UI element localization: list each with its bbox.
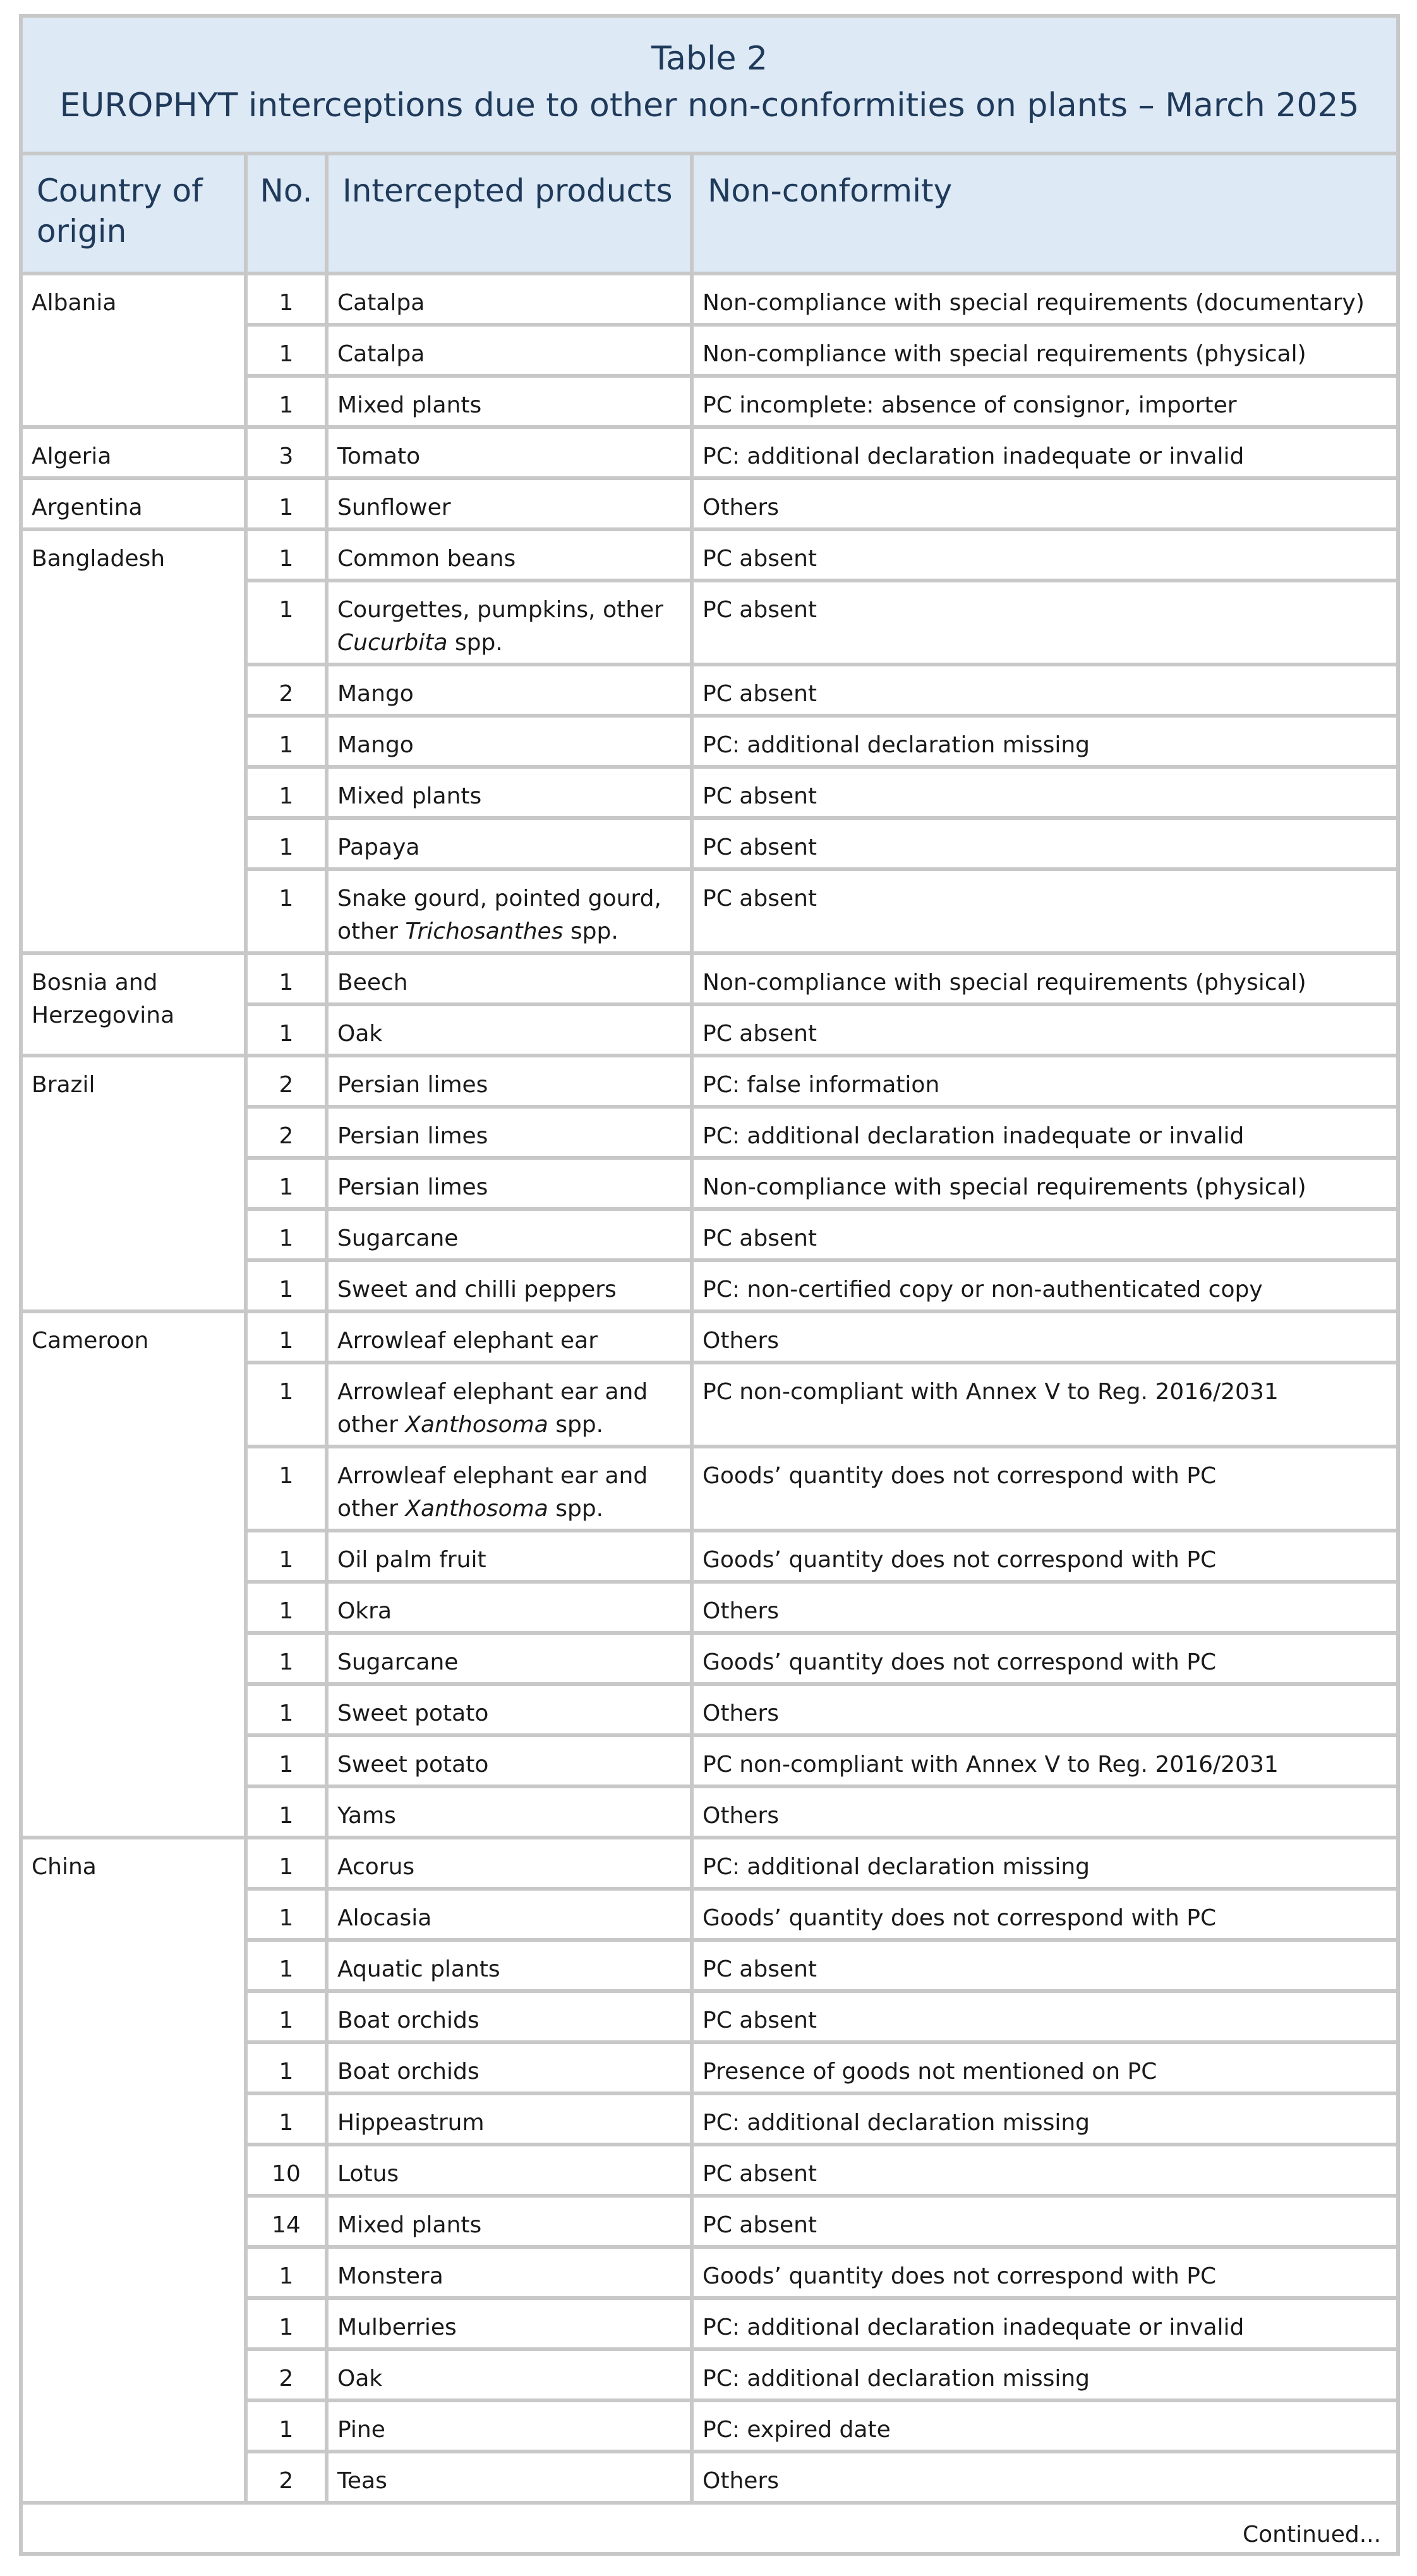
product-cell [327,1363,692,1447]
count-cell: 14 [246,2196,327,2247]
nonconformity-cell: PC absent [692,2145,1398,2196]
count-cell: 1 [246,1633,327,1684]
nonconformity-cell: Others [692,1786,1398,1838]
count-cell: 1 [246,1735,327,1786]
product-cell: Okra [327,1582,692,1633]
nonconformity-cell: PC: additional declaration missing [692,1838,1398,1889]
document-page [19,14,1396,2556]
interceptions-table [19,14,1400,2556]
product-cell: Common beans [327,529,692,581]
table-row [21,529,1398,581]
count-cell: 1 [246,1940,327,1991]
product-cell: Persian limes [327,1158,692,1209]
table-row [21,274,1398,325]
header-number: No. [246,153,327,274]
count-cell: 1 [246,478,327,529]
product-cell: Sugarcane [327,1209,692,1260]
product-cell [327,581,692,665]
product-suffix: spp. [548,1496,604,1522]
count-cell: 1 [246,716,327,767]
product-cell: Tomato [327,427,692,478]
product-cell: Arrowleaf elephant ear [327,1311,692,1363]
count-cell: 1 [246,818,327,869]
count-cell: 1 [246,325,327,376]
product-cell: Pine [327,2400,692,2452]
nonconformity-cell: PC: additional declaration missing [692,2349,1398,2400]
nonconformity-cell: PC: additional declaration missing [692,2093,1398,2145]
nonconformity-cell: Others [692,478,1398,529]
count-cell: 1 [246,2042,327,2093]
count-cell: 1 [246,953,327,1004]
product-cell: Aquatic plants [327,1940,692,1991]
country-cell: Cameroon [21,1311,246,1838]
product-cell: Mulberries [327,2298,692,2349]
product-cell: Mango [327,665,692,716]
product-cell: Hippeastrum [327,2093,692,2145]
product-cell [327,869,692,953]
nonconformity-cell: Others [692,1684,1398,1735]
product-cell: Mixed plants [327,2196,692,2247]
nonconformity-cell: PC absent [692,581,1398,665]
product-cell: Persian limes [327,1056,692,1107]
count-cell: 1 [246,1684,327,1735]
product-suffix: spp. [563,918,618,944]
count-cell: 1 [246,1889,327,1940]
nonconformity-cell: PC absent [692,665,1398,716]
product-cell [327,1447,692,1531]
nonconformity-cell: PC: additional declaration inadequate or invalid [692,2298,1398,2349]
nonconformity-cell: Presence of goods not mentioned on PC [692,2042,1398,2093]
table-title-line2: EUROPHYT interceptions due to other non-conformities on plants – March 2025 [59,87,1360,124]
product-text: Arrowleaf elephant ear and other [337,1463,648,1522]
product-cell: Beech [327,953,692,1004]
nonconformity-cell: PC: non-certified copy or non-authenticated copy [692,1260,1398,1311]
nonconformity-cell: Goods’ quantity does not correspond with PC [692,1447,1398,1531]
product-cell: Lotus [327,2145,692,2196]
product-text: Courgettes, pumpkins, other [337,597,663,623]
table-row [21,1056,1398,1107]
table-row [21,1838,1398,1889]
table-row [21,953,1398,1004]
nonconformity-cell: PC absent [692,869,1398,953]
nonconformity-cell: Non-compliance with special requirements (documentary) [692,274,1398,325]
count-cell: 2 [246,2452,327,2503]
nonconformity-cell: Non-compliance with special requirements (physical) [692,953,1398,1004]
nonconformity-cell: PC: expired date [692,2400,1398,2452]
count-cell: 1 [246,1447,327,1531]
count-cell: 1 [246,376,327,427]
nonconformity-cell: Goods’ quantity does not correspond with PC [692,1889,1398,1940]
nonconformity-cell: Goods’ quantity does not correspond with PC [692,1531,1398,1582]
product-cell: Sugarcane [327,1633,692,1684]
count-cell: 1 [246,1786,327,1838]
nonconformity-cell: PC absent [692,767,1398,818]
count-cell: 1 [246,529,327,581]
nonconformity-cell: Non-compliance with special requirements (physical) [692,1158,1398,1209]
country-cell: Algeria [21,427,246,478]
nonconformity-cell: Non-compliance with special requirements (physical) [692,325,1398,376]
product-cell: Sweet potato [327,1735,692,1786]
product-cell: Acorus [327,1838,692,1889]
product-cell: Sunflower [327,478,692,529]
product-cell: Yams [327,1786,692,1838]
product-cell: Oak [327,2349,692,2400]
table-title-line1: Table 2 [651,40,768,78]
product-genus: Xanthosoma [405,1496,548,1522]
nonconformity-cell: PC: additional declaration inadequate or invalid [692,1107,1398,1158]
product-cell: Boat orchids [327,1991,692,2042]
product-suffix: spp. [548,1412,604,1438]
count-cell: 1 [246,2298,327,2349]
count-cell: 1 [246,767,327,818]
count-cell: 1 [246,1209,327,1260]
nonconformity-cell: PC: false information [692,1056,1398,1107]
count-cell: 1 [246,1158,327,1209]
product-suffix: spp. [447,630,503,656]
product-cell: Catalpa [327,274,692,325]
count-cell: 1 [246,2400,327,2452]
country-cell: Argentina [21,478,246,529]
count-cell: 10 [246,2145,327,2196]
count-cell: 2 [246,1107,327,1158]
count-cell: 1 [246,1531,327,1582]
nonconformity-cell: PC absent [692,1991,1398,2042]
product-cell: Sweet and chilli peppers [327,1260,692,1311]
nonconformity-cell: PC absent [692,1940,1398,1991]
country-cell: Bosnia and Herzegovina [21,953,246,1056]
count-cell: 3 [246,427,327,478]
count-cell: 1 [246,1582,327,1633]
nonconformity-cell: PC non-compliant with Annex V to Reg. 2016/2031 [692,1363,1398,1447]
nonconformity-cell: PC absent [692,818,1398,869]
nonconformity-cell: Others [692,1311,1398,1363]
product-cell: Boat orchids [327,2042,692,2093]
country-cell: Albania [21,274,246,427]
product-cell: Oil palm fruit [327,1531,692,1582]
nonconformity-cell: PC absent [692,2196,1398,2247]
product-cell: Monstera [327,2247,692,2298]
count-cell: 1 [246,274,327,325]
count-cell: 1 [246,2093,327,2145]
table-title [21,16,1398,153]
count-cell: 1 [246,1311,327,1363]
product-text: Arrowleaf elephant ear and other [337,1379,648,1438]
product-cell: Oak [327,1004,692,1056]
nonconformity-cell: PC absent [692,1209,1398,1260]
count-cell: 1 [246,1260,327,1311]
nonconformity-cell: PC absent [692,529,1398,581]
count-cell: 1 [246,1838,327,1889]
count-cell: 1 [246,1991,327,2042]
nonconformity-cell: Others [692,1582,1398,1633]
country-cell: Bangladesh [21,529,246,953]
product-cell: Sweet potato [327,1684,692,1735]
product-cell: Persian limes [327,1107,692,1158]
table-row [21,427,1398,478]
nonconformity-cell: PC: additional declaration inadequate or invalid [692,427,1398,478]
continued-note: Continued... [21,2503,1398,2554]
product-cell: Mango [327,716,692,767]
product-genus: Cucurbita [337,630,448,656]
product-cell: Alocasia [327,1889,692,1940]
count-cell: 1 [246,581,327,665]
nonconformity-cell: PC: additional declaration missing [692,716,1398,767]
count-cell: 1 [246,869,327,953]
count-cell: 1 [246,1004,327,1056]
product-genus: Trichosanthes [405,918,564,944]
nonconformity-cell: PC incomplete: absence of consignor, importer [692,376,1398,427]
count-cell: 2 [246,2349,327,2400]
country-cell: China [21,1838,246,2503]
product-cell: Catalpa [327,325,692,376]
count-cell: 1 [246,2247,327,2298]
header-country-of-origin: Country of origin [21,153,246,274]
product-cell: Teas [327,2452,692,2503]
country-cell: Brazil [21,1056,246,1311]
header-intercepted-products: Intercepted products [327,153,692,274]
nonconformity-cell: PC absent [692,1004,1398,1056]
nonconformity-cell: Goods’ quantity does not correspond with PC [692,1633,1398,1684]
nonconformity-cell: Others [692,2452,1398,2503]
header-non-conformity: Non-conformity [692,153,1398,274]
product-cell: Mixed plants [327,767,692,818]
count-cell: 1 [246,1363,327,1447]
nonconformity-cell: PC non-compliant with Annex V to Reg. 2016/2031 [692,1735,1398,1786]
product-cell: Papaya [327,818,692,869]
product-text: Snake gourd, pointed gourd, other [337,886,661,944]
table-row [21,1311,1398,1363]
count-cell: 2 [246,1056,327,1107]
count-cell: 2 [246,665,327,716]
table-row [21,478,1398,529]
product-cell: Mixed plants [327,376,692,427]
product-genus: Xanthosoma [405,1412,548,1438]
nonconformity-cell: Goods’ quantity does not correspond with PC [692,2247,1398,2298]
